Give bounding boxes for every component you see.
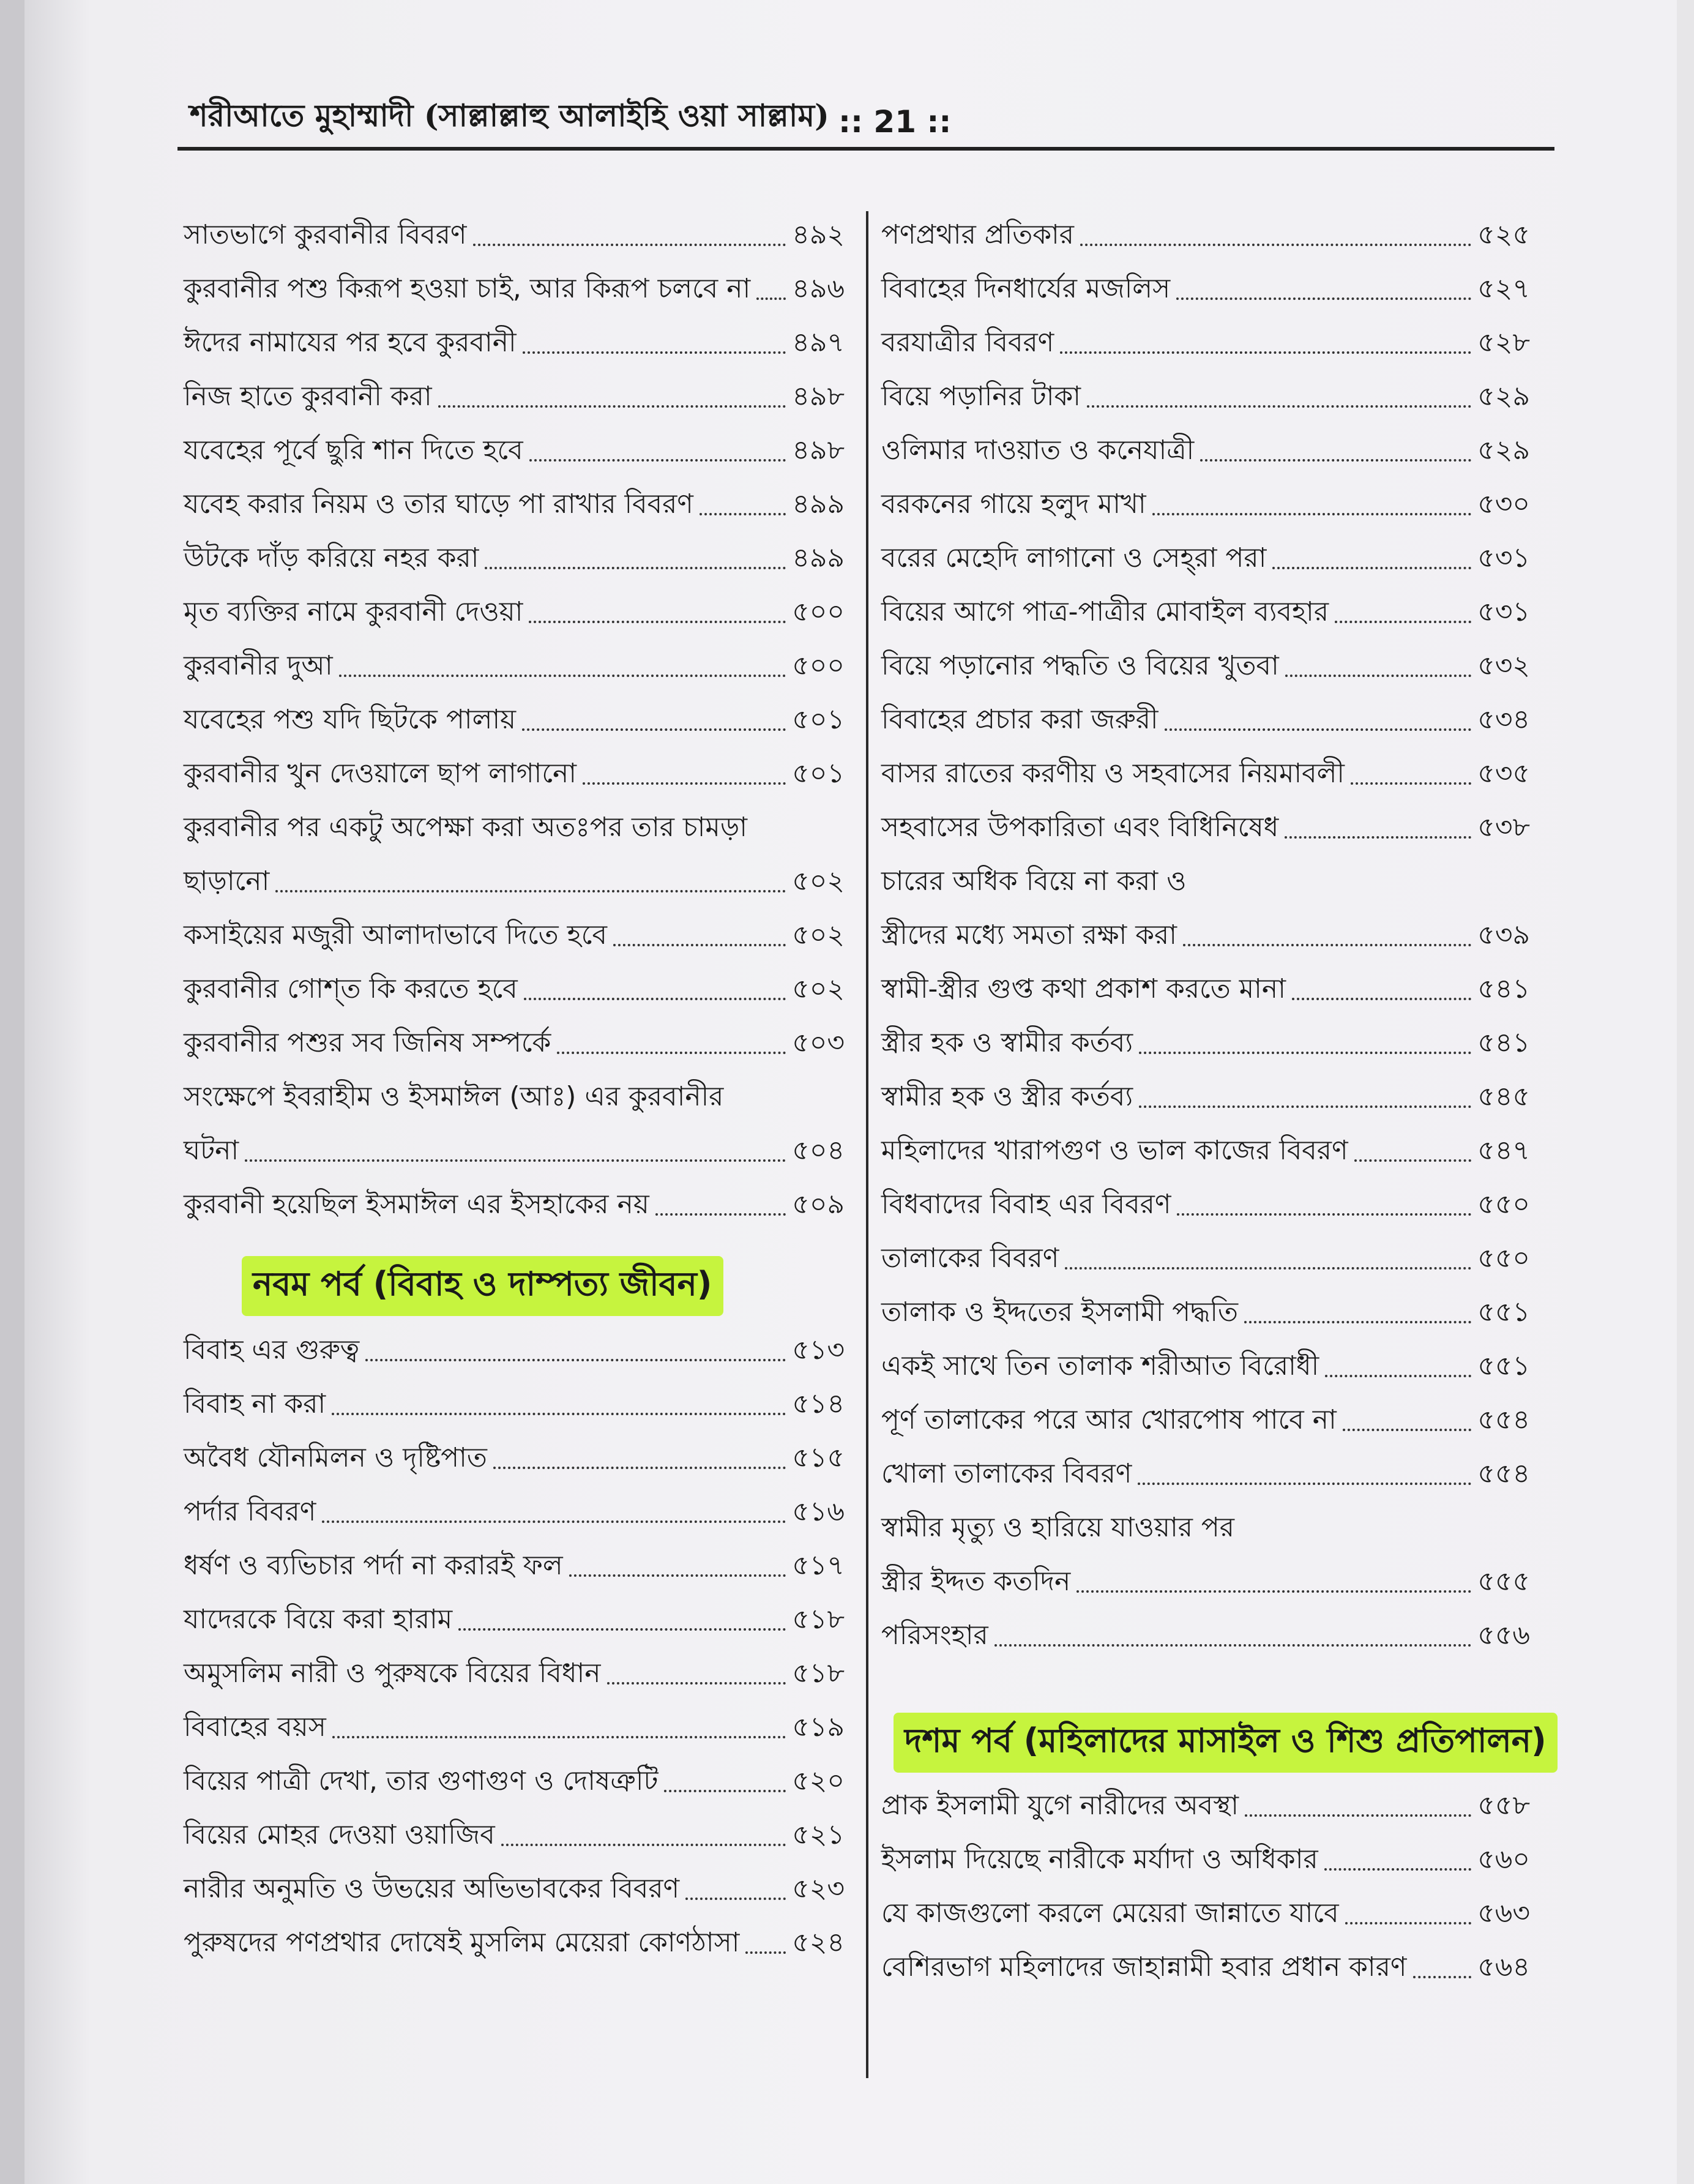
toc-entry (881, 1393, 1530, 1447)
toc-entry (881, 693, 1530, 747)
toc-entry (881, 855, 1530, 962)
toc-entry (881, 585, 1530, 639)
toc-entry-page: ৫২১ (792, 1819, 845, 1850)
toc-entry-title: যবেহের পশু যদি ছিটকে পালায় (184, 704, 517, 735)
toc-entry-title: ওলিমার দাওয়াত ও কনেযাত্রী (881, 435, 1195, 466)
toc-entry-title: বিধবাদের বিবাহ এর বিবরণ (881, 1189, 1171, 1220)
toc-entry (881, 1016, 1530, 1070)
toc-entry (184, 1070, 845, 1178)
leader-dots (473, 244, 786, 246)
toc-entry-title: বিয়ে পড়ানোর পদ্ধতি ও বিয়ের খুতবা (881, 650, 1279, 681)
leader-dots (583, 782, 786, 785)
toc-entry-title: বিয়ের মোহর দেওয়া ওয়াজিব (184, 1819, 495, 1850)
toc-entry (881, 316, 1530, 370)
toc-list-section-10 (881, 1779, 1530, 1994)
toc-entry-page: ৫৫৪ (1477, 1404, 1530, 1435)
toc-entry (184, 1700, 845, 1754)
leader-dots (275, 890, 786, 892)
toc-entry-page: ৫৩০ (1477, 488, 1530, 520)
toc-entry (881, 424, 1530, 477)
toc-entry-page: ৫৪১ (1477, 973, 1530, 1004)
toc-entry-page: ৫৫৬ (1477, 1620, 1530, 1651)
toc-entry-page: ৫৫০ (1477, 1189, 1530, 1220)
leader-dots (1152, 513, 1472, 515)
leader-dots (1343, 1429, 1472, 1431)
toc-entry (881, 1124, 1530, 1178)
toc-entry-page: ৫৫৪ (1477, 1458, 1530, 1489)
toc-right-column (881, 208, 1547, 1994)
toc-entry-title: তালাকের বিবরণ (881, 1243, 1059, 1274)
toc-entry-title-line1: কুরবানীর পর একটু অপেক্ষা করা অতঃপর তার চামড়া (184, 812, 748, 843)
leader-dots (1285, 836, 1471, 839)
toc-entry (184, 1178, 845, 1232)
leader-dots (332, 1413, 786, 1415)
toc-entry-page: ৫৬৪ (1477, 1951, 1530, 1983)
section-heading-9: নবম পর্ব (বিবাহ ও দাম্পত্য জীবন) (242, 1256, 723, 1316)
toc-entry-title: যবেহের পূর্বে ছুরি শান দিতে হবে (184, 435, 523, 466)
leader-dots (756, 297, 786, 300)
toc-entry (184, 370, 845, 424)
toc-entry-title: অবৈধ যৌনমিলন ও দৃষ্টিপাত (184, 1442, 487, 1473)
leader-dots (664, 1790, 786, 1792)
toc-entry (881, 208, 1530, 262)
leader-dots (1065, 1267, 1471, 1270)
toc-entry-title: অমুসলিম নারী ও পুরুষকে বিয়ের বিধান (184, 1658, 601, 1689)
toc-entry-title: কুরবানীর পশুর সব জিনিষ সম্পর্কে (184, 1027, 551, 1058)
page-left-margin (0, 0, 24, 2184)
toc-entry (184, 801, 845, 908)
toc-entry (184, 1808, 845, 1862)
toc-entry-title-line2: ছাড়ানো (184, 866, 270, 897)
toc-entry-page: ৫৫১ (1477, 1296, 1530, 1328)
leader-dots (1292, 998, 1471, 1000)
toc-entry (184, 1377, 845, 1431)
toc-entry-title: কুরবানীর দুআ (184, 650, 333, 681)
leader-dots (1176, 297, 1471, 300)
toc-entry-title-line2: স্ত্রীদের মধ্যে সমতা রক্ষা করা (881, 919, 1177, 951)
toc-entry (881, 1833, 1530, 1887)
leader-dots (1165, 728, 1472, 731)
leader-dots (569, 1574, 786, 1577)
toc-entry-page: ৫১৯ (792, 1711, 845, 1743)
header-rule (177, 147, 1554, 151)
toc-entry (881, 1285, 1530, 1339)
toc-entry-page: ৫০২ (792, 919, 845, 951)
toc-entry-title: স্বামী-স্ত্রীর গুপ্ত কথা প্রকাশ করতে মানা (881, 973, 1286, 1004)
leader-dots (745, 1951, 786, 1954)
toc-entry (881, 639, 1530, 693)
toc-entry-page: ৫২৮ (1477, 327, 1530, 358)
leader-dots (607, 1682, 786, 1685)
toc-entry-page: ৫৫৮ (1477, 1790, 1530, 1821)
leader-dots (1076, 1590, 1471, 1593)
leader-dots (1345, 1922, 1472, 1924)
toc-entry (881, 1178, 1530, 1232)
toc-entry (881, 1501, 1530, 1609)
toc-entry (184, 908, 845, 962)
toc-entry-page: ৫৫০ (1477, 1243, 1530, 1274)
toc-entry (184, 1593, 845, 1647)
toc-entry-title: পর্দার বিবরণ (184, 1496, 316, 1527)
toc-entry-title: নিজ হাতে কুরবানী করা (184, 381, 432, 412)
leader-dots (1285, 675, 1472, 677)
leader-dots (1183, 944, 1471, 946)
toc-entry (184, 585, 845, 639)
leader-dots (245, 1159, 786, 1162)
toc-entry-title: সহবাসের উপকারিতা এবং বিধিনিষেধ (881, 812, 1279, 843)
toc-entry-title: পরিসংহার (881, 1620, 988, 1651)
toc-entry (881, 1779, 1530, 1833)
toc-entry (184, 1016, 845, 1070)
toc-entry (881, 262, 1530, 316)
toc-entry-title: বিবাহ এর গুরুত্ব (184, 1334, 360, 1366)
toc-entry-title: কুরবানীর গোশ্‌ত কি করতে হবে (184, 973, 518, 1004)
leader-dots (613, 944, 786, 946)
toc-entry-page: ৫০৯ (792, 1189, 845, 1220)
leader-dots (1245, 1814, 1471, 1817)
toc-entry-page: ৫৫১ (1477, 1350, 1530, 1382)
toc-entry-title: পুরুষদের পণপ্রথার দোষেই মুসলিম মেয়েরা কোণঠাসা (184, 1927, 740, 1958)
toc-entry-page: ৫৩২ (1477, 650, 1530, 681)
toc-entry-page: ৪৯৭ (792, 327, 845, 358)
leader-dots (1139, 1105, 1471, 1108)
leader-dots (1200, 459, 1471, 462)
toc-entry-title: বিয়ে পড়ানির টাকা (881, 381, 1081, 412)
toc-entry-title: বরযাত্রীর বিবরণ (881, 327, 1054, 358)
toc-entry (184, 1647, 845, 1700)
toc-entry-page: ৫৫৫ (1477, 1566, 1530, 1597)
toc-entry-title: বিবাহের প্রচার করা জরুরী (881, 704, 1159, 735)
toc-entry-title: স্বামীর হক ও স্ত্রীর কর্তব্য (881, 1081, 1133, 1112)
toc-entry-title: মৃত ব্যক্তির নামে কুরবানী দেওয়া (184, 596, 523, 627)
toc-entry-page: ৫০১ (792, 758, 845, 789)
toc-entry-title: মহিলাদের খারাপগুণ ও ভাল কাজের বিবরণ (881, 1135, 1348, 1166)
leader-dots (1324, 1868, 1472, 1871)
leader-dots (1272, 567, 1471, 569)
toc-entry-page: ৫০৪ (792, 1135, 845, 1166)
toc-entry-title: সাতভাগে কুরবানীর বিবরণ (184, 219, 467, 250)
leader-dots (1413, 1976, 1472, 1978)
toc-entry-page: ৫৩৯ (1477, 919, 1530, 951)
toc-entry (184, 208, 845, 262)
toc-entry-title: কসাইয়ের মজুরী আলাদাভাবে দিতে হবে (184, 919, 607, 951)
toc-entry-page: ৫০১ (792, 704, 845, 735)
toc-entry-title: যবেহ করার নিয়ম ও তার ঘাড়ে পা রাখার বিবরণ (184, 488, 693, 520)
leader-dots (529, 459, 786, 462)
leader-dots (1325, 1375, 1471, 1377)
toc-entry-page: ৫৬০ (1477, 1844, 1530, 1875)
toc-entry-page: ৫১৬ (792, 1496, 845, 1527)
toc-entry-page: ৫৩১ (1477, 596, 1530, 627)
toc-entry-title: বিবাহের বয়স (184, 1711, 326, 1743)
toc-entry-page: ৫৩৪ (1477, 704, 1530, 735)
toc-entry-title: বিয়ের আগে পাত্র-পাত্রীর মোবাইল ব্যবহার (881, 596, 1329, 627)
leader-dots (994, 1644, 1472, 1647)
toc-entry-title-line2: স্ত্রীর ইদ্দত কতদিন (881, 1566, 1071, 1597)
toc-entry (881, 370, 1530, 424)
toc-entry (184, 962, 845, 1016)
leader-dots (365, 1359, 786, 1361)
leader-dots (332, 1736, 786, 1738)
leader-dots (1354, 1159, 1472, 1162)
toc-entry (881, 477, 1530, 531)
toc-entry (184, 693, 845, 747)
toc-entry-title: ধর্ষণ ও ব্যভিচার পর্দা না করারই ফল (184, 1550, 563, 1581)
toc-entry-title-line1: সংক্ষেপে ইবরাহীম ও ইসমাঈল (আঃ) এর কুরবানীর (184, 1081, 724, 1112)
toc-entry (184, 262, 845, 316)
toc-entry (184, 1916, 845, 1970)
book-title: শরীআতে মুহাম্মাদী (সাল্লাল্লাহু আলাইহি ওয়া সাল্লাম) (190, 97, 829, 133)
toc-entry-title: উটকে দাঁড় করিয়ে নহর করা (184, 542, 479, 574)
toc-entry-title: তালাক ও ইদ্দতের ইসলামী পদ্ধতি (881, 1296, 1239, 1328)
leader-dots (493, 1467, 786, 1469)
toc-entry-page: ৫০০ (792, 650, 845, 681)
toc-entry-page: ৫০২ (792, 973, 845, 1004)
section-heading-10: দশম পর্ব (মহিলাদের মাসাইল ও শিশু প্রতিপালন) (894, 1713, 1558, 1773)
toc-entry-page: ৫১৫ (792, 1442, 845, 1473)
leader-dots (1177, 1213, 1471, 1216)
leader-dots (685, 1898, 786, 1900)
toc-entry-title: স্ত্রীর হক ও স্বামীর কর্তব্য (881, 1027, 1133, 1058)
toc-entry-page: ৫০৩ (792, 1027, 845, 1058)
toc-entry-title: কুরবানী হয়েছিল ইসমাঈল এর ইসহাকের নয় (184, 1189, 649, 1220)
toc-entry-title-line1: চারের অধিক বিয়ে না করা ও (881, 866, 1187, 897)
toc-entry-title: প্রাক ইসলামী যুগে নারীদের অবস্থা (881, 1790, 1239, 1821)
leader-dots (501, 1844, 786, 1846)
toc-entry-title: পণপ্রথার প্রতিকার (881, 219, 1074, 250)
toc-entry-page: ৫২৯ (1477, 381, 1530, 412)
section-10-wrap (881, 1662, 1547, 1779)
toc-entry-page: ৪৯৮ (792, 381, 845, 412)
toc-entry-title-line1: স্বামীর মৃত্যু ও হারিয়ে যাওয়ার পর (881, 1512, 1234, 1543)
toc-entry-title: বরকনের গায়ে হলুদ মাখা (881, 488, 1146, 520)
toc-entry (184, 316, 845, 370)
toc-entry-page: ৫০০ (792, 596, 845, 627)
toc-entry (881, 1339, 1530, 1393)
toc-entry-page: ৫৩১ (1477, 542, 1530, 574)
toc-entry (184, 531, 845, 585)
toc-entry (881, 531, 1530, 585)
toc-entry (184, 1754, 845, 1808)
leader-dots (438, 405, 786, 408)
leader-dots (522, 728, 786, 731)
toc-entry-title: ইসলাম দিয়েছে নারীকে মর্যাদা ও অধিকার (881, 1844, 1318, 1875)
leader-dots (529, 621, 786, 623)
leader-dots (339, 675, 786, 677)
toc-entry-page: ৫৪৫ (1477, 1081, 1530, 1112)
page-number: :: 21 :: (838, 104, 952, 140)
toc-entry-page: ৫১৮ (792, 1658, 845, 1689)
toc-entry-title: বাসর রাতের করণীয় ও সহবাসের নিয়মাবলী (881, 758, 1345, 789)
leader-dots (523, 351, 786, 354)
toc-entry (881, 1232, 1530, 1285)
toc-entry-page: ৫২৯ (1477, 435, 1530, 466)
toc-entry-page: ৫৩৫ (1477, 758, 1530, 789)
toc-entry-title: বিবাহের দিনধার্যের মজলিস (881, 273, 1171, 304)
toc-entry (184, 1485, 845, 1539)
toc-entry (881, 747, 1530, 801)
toc-entry-title: কুরবানীর পশু কিরূপ হওয়া চাই, আর কিরূপ চলবে না (184, 273, 751, 304)
leader-dots (1351, 782, 1471, 785)
toc-entry-title: ঈদের নামাযের পর হবে কুরবানী (184, 327, 517, 358)
toc-entry-page: ৫১৭ (792, 1550, 845, 1581)
toc-entry-page: ৫৪৭ (1477, 1135, 1530, 1166)
toc-entry-title: যে কাজগুলো করলে মেয়েরা জান্নাতে যাবে (881, 1898, 1339, 1929)
leader-dots (458, 1628, 786, 1631)
toc-entry-page: ৪৯৮ (792, 435, 845, 466)
leader-dots (1244, 1321, 1471, 1323)
toc-entry-page: ৪৯২ (792, 219, 845, 250)
toc-entry-title: বেশিরভাগ মহিলাদের জাহান্নামী হবার প্রধান কারণ (881, 1951, 1407, 1983)
toc-entry (881, 801, 1530, 855)
leader-dots (322, 1520, 786, 1523)
leader-dots (1139, 1052, 1471, 1054)
leader-dots (1335, 621, 1471, 623)
toc-entry-page: ৫১৮ (792, 1604, 845, 1635)
toc-list-left (184, 208, 845, 1232)
toc-entry (881, 962, 1530, 1016)
toc-entry-page: ৫০২ (792, 866, 845, 897)
toc-entry-title: একই সাথে তিন তালাক শরীআত বিরোধী (881, 1350, 1319, 1382)
toc-entry (184, 1323, 845, 1377)
leader-dots (1080, 244, 1471, 246)
toc-entry-title: বিয়ের পাত্রী দেখা, তার গুণাগুণ ও দোষত্রুটি (184, 1765, 659, 1797)
leader-dots (1087, 405, 1471, 408)
toc-entry-page: ৫৩৮ (1477, 812, 1530, 843)
toc-entry-title: বিবাহ না করা (184, 1388, 326, 1419)
toc-entry-title: বরের মেহেদি লাগানো ও সেহ্‌রা পরা (881, 542, 1267, 574)
toc-entry-title-line2: ঘটনা (184, 1135, 239, 1166)
toc-entry-page: ৫৪১ (1477, 1027, 1530, 1058)
toc-entry-page: ৫২৩ (792, 1873, 845, 1904)
toc-entry-page: ৪৯৯ (792, 542, 845, 574)
toc-entry-page: ৫২৭ (1477, 273, 1530, 304)
toc-entry (184, 639, 845, 693)
page-header (177, 86, 1554, 147)
toc-entry (184, 1539, 845, 1593)
leader-dots (524, 998, 786, 1000)
leader-dots (485, 567, 786, 569)
toc-entry-title: কুরবানীর খুন দেওয়ালে ছাপ লাগানো (184, 758, 577, 789)
toc-entry-page: ৫২৫ (1477, 219, 1530, 250)
toc-entry (881, 1887, 1530, 1940)
section-9-wrap (184, 1232, 845, 1323)
toc-list-right (881, 208, 1530, 1662)
toc-entry (184, 477, 845, 531)
toc-entry (184, 1862, 845, 1916)
toc-entry (881, 1447, 1530, 1501)
toc-entry-page: ৪৯৯ (792, 488, 845, 520)
column-divider (866, 211, 868, 2078)
toc-entry-page: ৫১৩ (792, 1334, 845, 1366)
toc-entry (881, 1609, 1530, 1662)
toc-entry (184, 424, 845, 477)
leader-dots (1138, 1483, 1471, 1485)
toc-entry-page: ৫২৪ (792, 1927, 845, 1958)
toc-entry (184, 747, 845, 801)
toc-entry-page: ৪৯৬ (792, 273, 845, 304)
toc-entry-page: ৫১৪ (792, 1388, 845, 1419)
toc-entry (184, 1431, 845, 1485)
toc-entry (881, 1070, 1530, 1124)
leader-dots (557, 1052, 786, 1054)
toc-entry (881, 1940, 1530, 1994)
toc-entry-page: ৫৬৩ (1477, 1898, 1530, 1929)
toc-entry-title: খোলা তালাকের বিবরণ (881, 1458, 1132, 1489)
leader-dots (700, 513, 786, 515)
leader-dots (1060, 351, 1471, 354)
toc-entry-title: নারীর অনুমতি ও উভয়ের অভিভাবকের বিবরণ (184, 1873, 680, 1904)
toc-entry-title: যাদেরকে বিয়ে করা হারাম (184, 1604, 453, 1635)
toc-entry-page: ৫২০ (792, 1765, 845, 1797)
leader-dots (655, 1213, 786, 1216)
toc-left-column (184, 208, 845, 1970)
toc-entry-title: পূর্ণ তালাকের পরে আর খোরপোষ পাবে না (881, 1404, 1337, 1435)
toc-list-section-9 (184, 1323, 845, 1970)
